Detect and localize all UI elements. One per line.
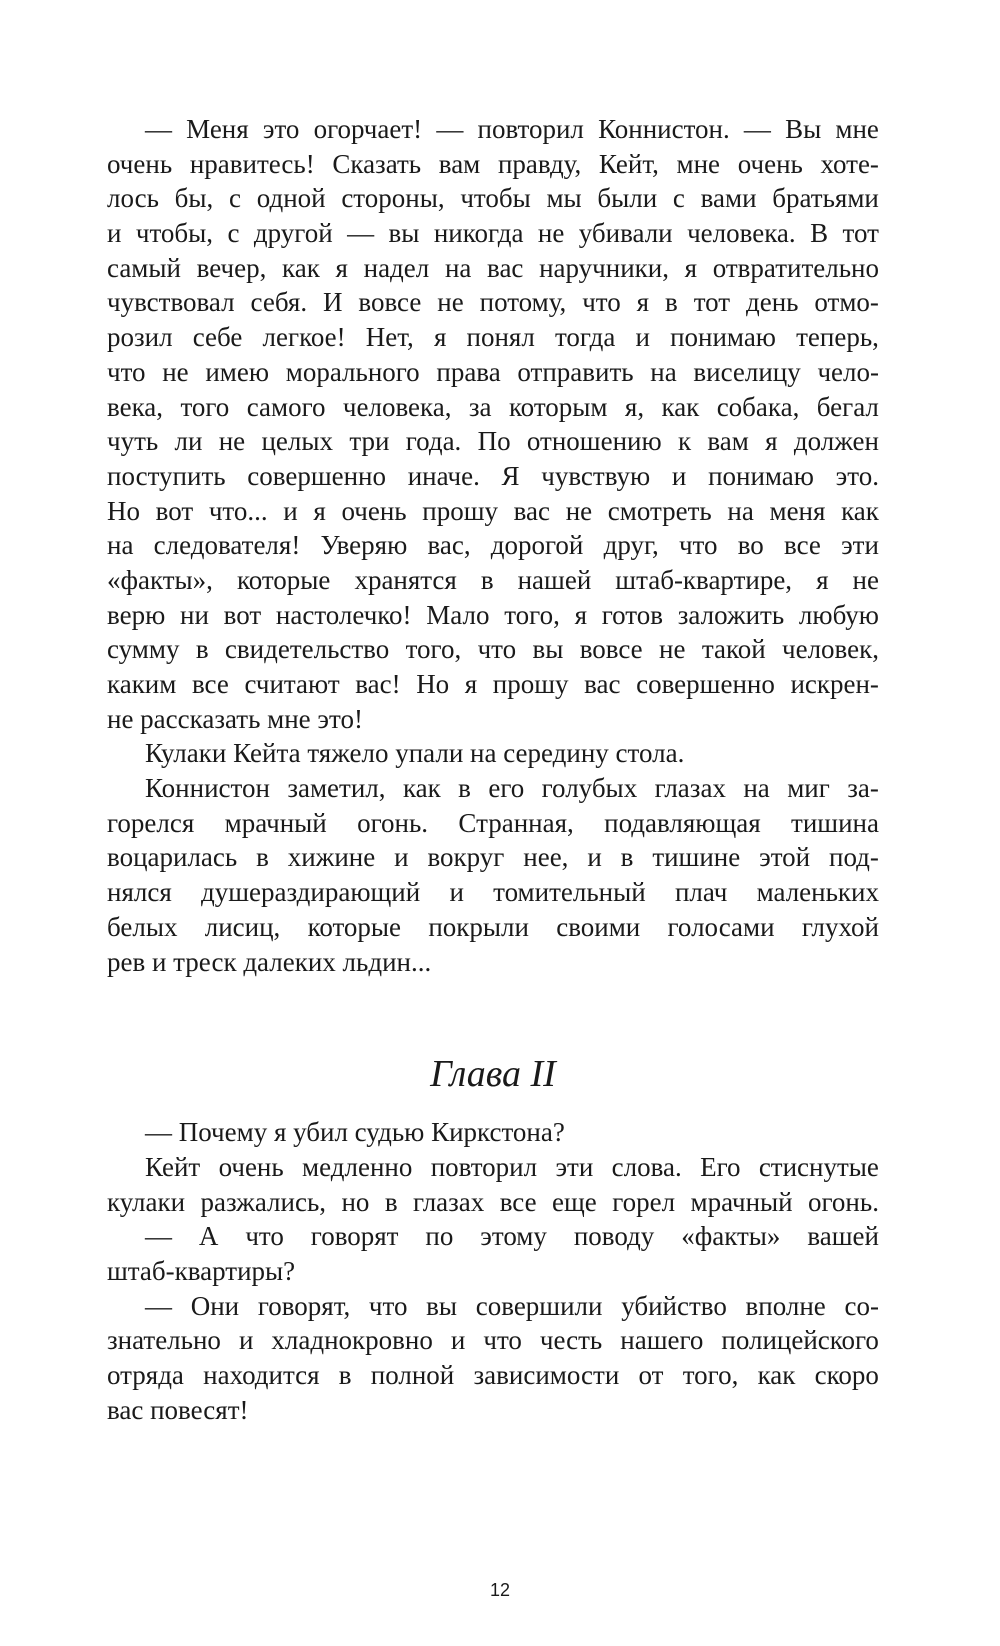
text-line: нялся душераздирающий и томительный плач маленьких <box>107 877 879 908</box>
text-line: очень нравитесь! Сказать вам правду, Кейт, мне очень хоте- <box>107 148 879 179</box>
text-line: знательно и хладнокровно и что честь нашего полицейского <box>107 1325 879 1356</box>
text-line: горелся мрачный огонь. Странная, подавляющая тишина <box>107 807 879 838</box>
text-line: — Меня это огорчает! — повторил Коннистон. — Вы мне <box>145 114 879 144</box>
paragraph <box>107 1150 879 1219</box>
text-line: «факты», которые хранятся в нашей штаб-квартире, я не <box>107 564 879 595</box>
text-line: что не имею морального права отправить на виселицу чело- <box>107 356 879 387</box>
text-line: штаб-квартиры? <box>107 1255 296 1286</box>
text-line: чуть ли не целых три года. По отношению к вам я должен <box>107 426 879 457</box>
text-line: века, того самого человека, за которым я, как собака, бегал <box>107 391 879 422</box>
text-line: на следователя! Уверяю вас, дорогой друг, что во все эти <box>107 530 879 561</box>
text-line: чувствовал себя. И вовсе не потому, что я в тот день отмо- <box>107 287 879 318</box>
paragraph <box>107 112 879 736</box>
text-line: — А что говорят по этому поводу «факты» вашей <box>145 1221 879 1252</box>
text-line: Коннистон заметил, как в его голубых глазах на миг за- <box>145 773 879 804</box>
text-line: отряда находится в полной зависимости от того, как скоро <box>107 1360 879 1390</box>
paragraph <box>107 736 879 771</box>
text-line: не рассказать мне это! <box>107 703 363 734</box>
paragraph <box>107 1289 879 1428</box>
text-line: каким все считают вас! Но я прошу вас совершенно искрен- <box>107 669 879 699</box>
text-line: поступить совершенно иначе. Я чувствую и понимаю это. <box>107 460 879 491</box>
paragraph <box>107 1115 879 1150</box>
text-line: самый вечер, как я надел на вас наручники, я отвратительно <box>107 252 879 283</box>
page-body <box>107 112 879 1427</box>
paragraph <box>107 1219 879 1288</box>
text-line: верю ни вот настолечко! Мало того, я готов заложить любую <box>107 599 879 630</box>
text-line: Но вот что... и я очень прошу вас не смотреть на меня как <box>107 495 879 526</box>
text-line: розил себе легкое! Нет, я понял тогда и понимаю теперь, <box>107 322 879 353</box>
text-line: кулаки разжались, но в глазах все еще горел мрачный огонь. <box>107 1186 879 1217</box>
text-line: — Они говорят, что вы совершили убийство вполне со- <box>145 1290 879 1321</box>
text-line: воцарилась в хижине и вокруг нее, и в тишине этой под- <box>107 842 879 873</box>
text-line: Кейт очень медленно повторил эти слова. Его стиснутые <box>145 1151 879 1182</box>
chapter-title: Глава II <box>430 1053 556 1096</box>
text-line: вас повесят! <box>107 1394 249 1425</box>
text-line: белых лисиц, которые покрыли своими голосами глухой <box>107 911 879 942</box>
text-line: рев и треск далеких льдин... <box>107 946 432 977</box>
page-number: 12 <box>489 1580 511 1600</box>
text-line: Кулаки Кейта тяжело упали на середину стола. <box>145 738 685 769</box>
paragraph <box>107 771 879 979</box>
text-line: сумму в свидетельство того, что вы вовсе не такой человек, <box>107 634 879 665</box>
text-line: — Почему я убил судью Киркстона? <box>145 1117 565 1148</box>
text-line: и чтобы, с другой — вы никогда не убивали человека. В тот <box>107 218 879 249</box>
text-line: лось бы, с одной стороны, чтобы мы были с вами братьями <box>107 183 879 214</box>
